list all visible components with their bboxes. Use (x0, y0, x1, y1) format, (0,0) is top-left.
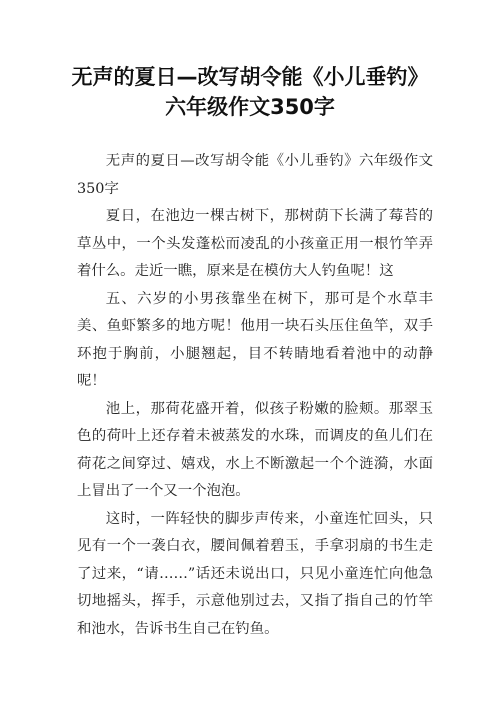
title-line-1: 无声的夏日—改写胡令能《小儿垂钓》 (71, 65, 429, 89)
document-body (77, 148, 433, 643)
document-title (60, 62, 440, 122)
paragraph: 池上，那荷花盛开着，似孩子粉嫩的脸颊。那翠玉色的荷叶上还存着未被蒸发的水珠，而调皮的鱼儿们在荷花之间穿过、嬉戏，水上不断激起一个个涟漪，水面上冒出了一个又一个泡泡。 (77, 400, 433, 499)
paragraph: 夏日，在池边一棵古树下，那树荫下长满了莓苔的草丛中，一个头发蓬松而凌乱的小孩童正用一根竹竿弄着什么。走近一瞧，原来是在模仿大人钓鱼呢！这 (77, 208, 433, 279)
paragraph: 这时，一阵轻快的脚步声传来，小童连忙回头，只见有一个一袭白衣，腰间佩着碧玉，手拿羽扇的书生走了过来，“请……”话还未说出口，只见小童连忙向他急切地摇头，挥手，示意他别过去，又指了指自己的竹竿和池水，告诉书生自己在钓鱼。 (77, 510, 433, 637)
paragraph: 无声的夏日—改写胡令能《小儿垂钓》六年级作文350字 (77, 153, 433, 197)
title-line-2: 六年级作文350字 (165, 95, 335, 119)
paragraph: 五、六岁的小男孩靠坐在树下，那可是个水草丰美、鱼虾繁多的地方呢！他用一块石头压住鱼竿，双手环抱于胸前，小腿翘起，目不转睛地看着池中的动静呢！ (77, 290, 433, 389)
